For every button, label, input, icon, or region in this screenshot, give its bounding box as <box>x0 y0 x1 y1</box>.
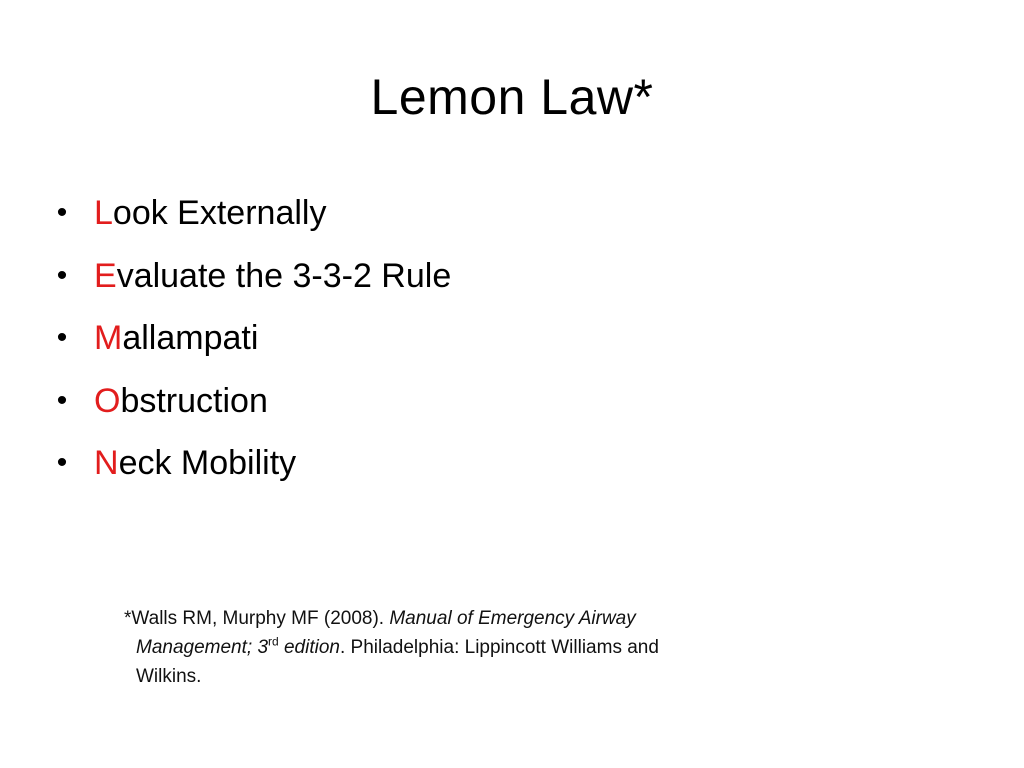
bullet-rest: ook Externally <box>112 194 327 232</box>
bullet-rest: valuate the 3-3-2 Rule <box>116 256 452 295</box>
bullet-text <box>94 374 268 428</box>
citation-edition: edition <box>278 637 340 658</box>
acronym-letter: O <box>94 381 121 420</box>
slide-title: Lemon Law* <box>370 69 654 125</box>
citation-line-3: Wilkins. <box>136 666 202 687</box>
acronym-letter: N <box>94 444 119 482</box>
citation-book-title-cont: Management; 3 <box>136 637 269 658</box>
bullet-icon: • <box>56 196 68 229</box>
citation-footnote <box>124 604 764 691</box>
citation-ordinal-suffix: rd <box>268 634 279 649</box>
bullet-icon: • <box>56 383 68 417</box>
bullet-rest: bstruction <box>120 381 268 420</box>
citation-authors: *Walls RM, Murphy MF (2008). <box>124 608 390 629</box>
acronym-letter: M <box>94 319 123 357</box>
citation-line-1 <box>124 604 764 633</box>
bullet-text <box>94 311 258 365</box>
bullet-text <box>94 186 326 240</box>
bullet-icon: • <box>56 446 68 479</box>
citation-publisher: . Philadelphia: Lippincott Williams and <box>339 637 659 658</box>
citation-line-2 <box>124 633 764 662</box>
bullet-text <box>94 249 451 303</box>
bullet-icon: • <box>56 321 68 354</box>
citation-book-title: Manual of Emergency Airway <box>389 608 636 629</box>
bullet-rest: eck Mobility <box>118 444 297 482</box>
bullet-rest: allampati <box>122 319 259 357</box>
bullet-icon: • <box>56 258 68 292</box>
acronym-letter: E <box>94 256 117 295</box>
acronym-letter: L <box>94 194 113 232</box>
bullet-text <box>94 436 296 490</box>
